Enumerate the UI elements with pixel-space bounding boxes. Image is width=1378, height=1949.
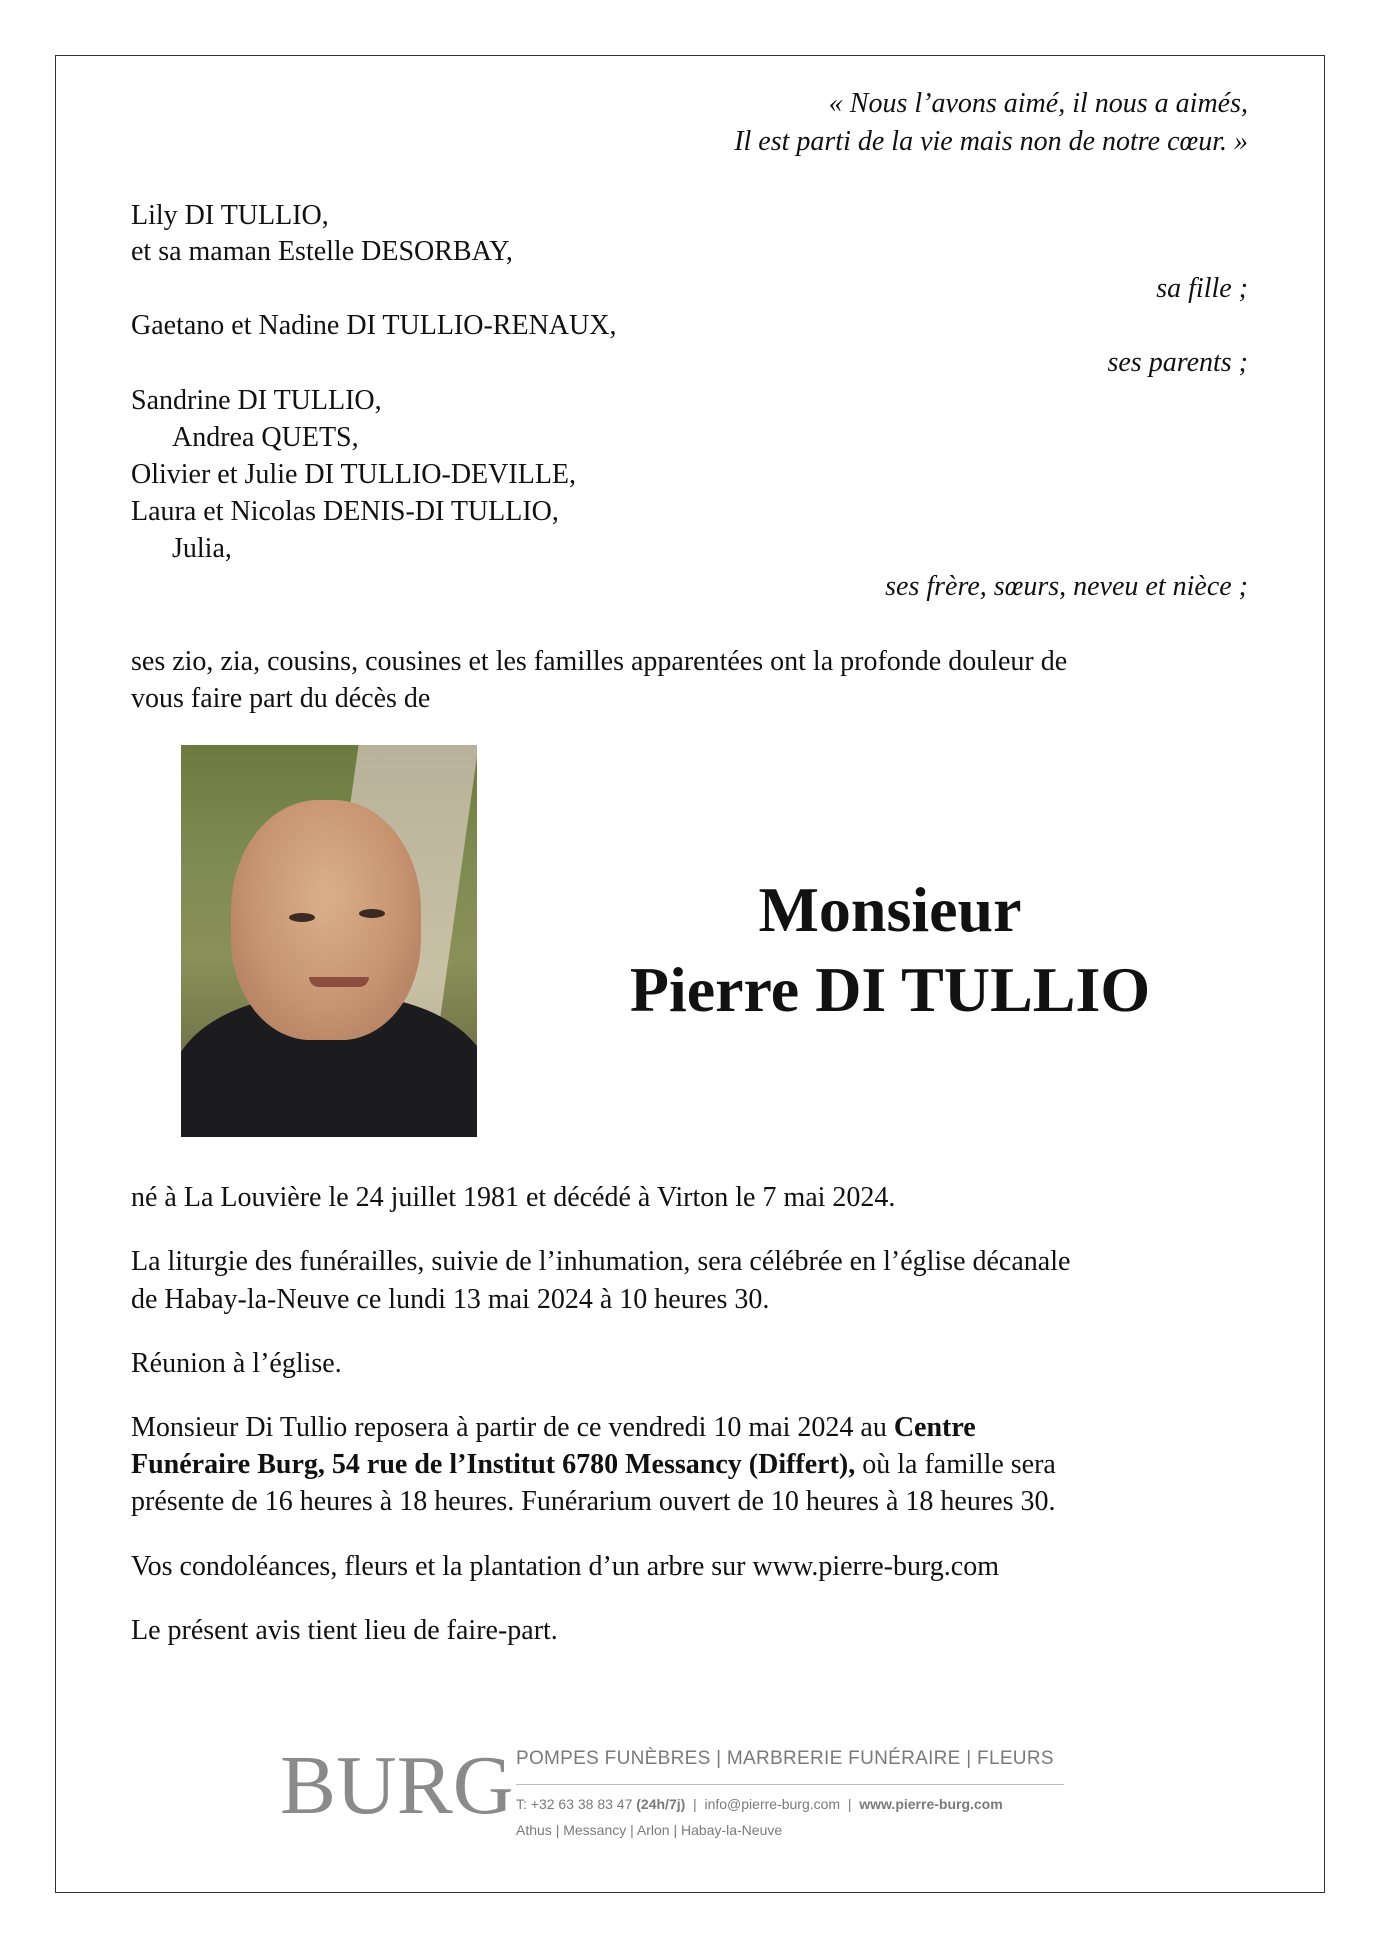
liturgy-line-2: de Habay-la-Neuve ce lundi 13 mai 2024 à 10 heures 30. bbox=[131, 1284, 770, 1315]
footer-divider bbox=[516, 1784, 1064, 1785]
parents-names: Gaetano et Nadine DI TULLIO-RENAUX, bbox=[131, 310, 617, 341]
burg-logo: BURG bbox=[280, 1739, 514, 1832]
funeral-center-address: Funéraire Burg, 54 rue de l’Institut 6780 Messancy (Differt), bbox=[131, 1449, 856, 1480]
daughter-name: Lily DI TULLIO, bbox=[131, 200, 329, 231]
portrait-photo bbox=[181, 745, 477, 1137]
sibling-line: Andrea QUETS, bbox=[172, 422, 359, 453]
reunion: Réunion à l’église. bbox=[131, 1348, 342, 1379]
rest-line-2: Funéraire Burg, 54 rue de l’Institut 6780 Messancy (Differt), où la famille sera bbox=[131, 1449, 1056, 1480]
parents-relation: ses parents ; bbox=[1107, 347, 1248, 378]
quote-line-2: Il est parti de la vie mais non de notre cœur. » bbox=[734, 126, 1248, 157]
footer-locations: Athus | Messancy | Arlon | Habay-la-Neuve bbox=[516, 1822, 783, 1838]
sibling-line: Olivier et Julie DI TULLIO-DEVILLE, bbox=[131, 459, 577, 490]
sibling-line: Laura et Nicolas DENIS-DI TULLIO, bbox=[131, 496, 559, 527]
condolences: Vos condoléances, fleurs et la plantation d’un arbre sur www.pierre-burg.com bbox=[131, 1551, 999, 1582]
funeral-center-name: Centre bbox=[893, 1412, 976, 1443]
footer-contact: T: +32 63 38 83 47 (24h/7j) | info@pierre-burg.com | www.pierre-burg.com bbox=[516, 1796, 1003, 1812]
deceased-title: Monsieur bbox=[758, 874, 1022, 945]
sibling-line: Julia, bbox=[172, 533, 232, 564]
rest-line-1: Monsieur Di Tullio reposera à partir de ce vendredi 10 mai 2024 au Centre bbox=[131, 1412, 976, 1443]
notice: Le présent avis tient lieu de faire-part. bbox=[131, 1615, 558, 1646]
rest-line-3: présente de 16 heures à 18 heures. Funérarium ouvert de 10 heures à 18 heures 30. bbox=[131, 1486, 1056, 1517]
footer-website-link[interactable]: www.pierre-burg.com bbox=[859, 1796, 1003, 1812]
footer-services: POMPES FUNÈBRES | MARBRERIE FUNÉRAIRE | FLEURS bbox=[516, 1748, 1054, 1769]
quote-line-1: « Nous l’avons aimé, il nous a aimés, bbox=[828, 88, 1248, 119]
daughter-relation: sa fille ; bbox=[1156, 273, 1248, 304]
announcement-line-2: vous faire part du décès de bbox=[131, 683, 431, 714]
daughter-mother: et sa maman Estelle DESORBAY, bbox=[131, 236, 513, 267]
liturgy-line-1: La liturgie des funérailles, suivie de l’inhumation, sera célébrée en l’église décanale bbox=[131, 1246, 1071, 1277]
birth-death: né à La Louvière le 24 juillet 1981 et décédé à Virton le 7 mai 2024. bbox=[131, 1182, 896, 1213]
deceased-name: Pierre DI TULLIO bbox=[629, 954, 1151, 1025]
siblings-relation: ses frère, sœurs, neveu et nièce ; bbox=[885, 571, 1248, 602]
announcement-line-1: ses zio, zia, cousins, cousines et les familles apparentées ont la profonde douleur de bbox=[131, 646, 1068, 677]
sibling-line: Sandrine DI TULLIO, bbox=[131, 385, 382, 416]
